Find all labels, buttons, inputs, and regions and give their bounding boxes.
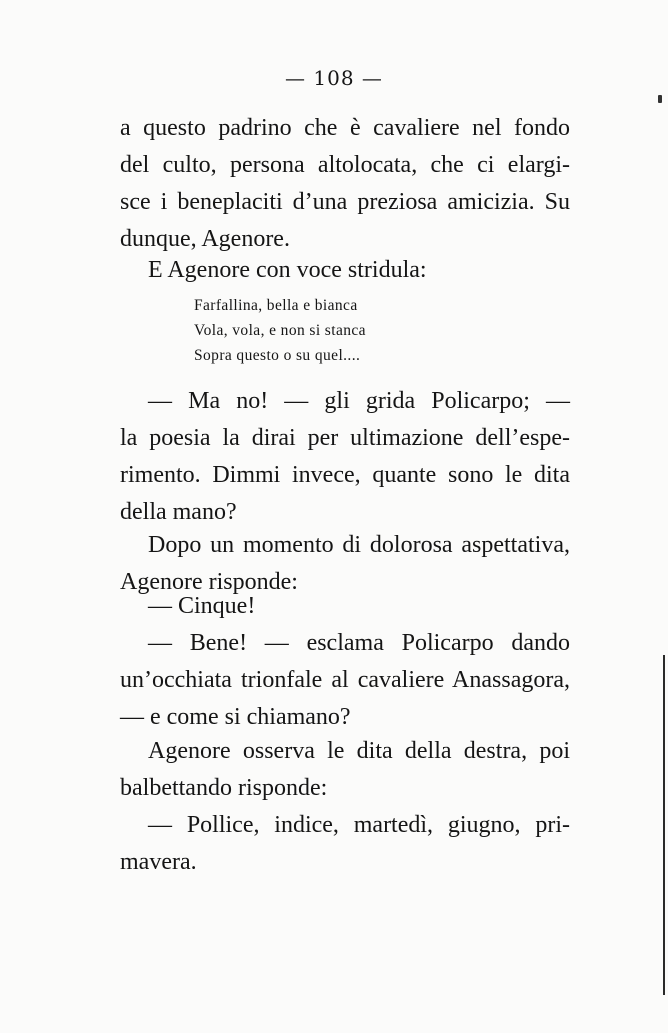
text-line: un’occhiata trionfale al cavaliere Anassagora, xyxy=(120,667,570,693)
text-line: — Pollice, indice, martedì, giugno, pri- xyxy=(148,812,570,838)
text-line: dunque, Agenore. xyxy=(120,226,290,252)
verse-block xyxy=(194,293,366,368)
text-line: — Ma no! — gli grida Policarpo; — xyxy=(148,388,570,414)
text-line: mavera. xyxy=(120,849,197,875)
paragraph-6 xyxy=(120,625,570,736)
verse-line: Farfallina, bella e bianca xyxy=(194,297,358,314)
paragraph-7 xyxy=(120,733,570,881)
paragraph-2 xyxy=(120,252,570,289)
text-line: — Bene! — esclama Policarpo dando xyxy=(148,630,570,656)
verse-line: Vola, vola, e non si stanca xyxy=(194,322,366,339)
text-line: Agenore risponde: xyxy=(120,569,298,595)
text-line: E Agenore con voce stridula: xyxy=(148,257,427,283)
text-line: balbettando risponde: xyxy=(120,775,328,801)
scan-edge-mark xyxy=(658,95,662,103)
page-number: — 108 — xyxy=(285,66,383,90)
text-line: del culto, persona altolocata, che ci elargi- xyxy=(120,152,570,178)
text-line: Agenore osserva le dita della destra, poi xyxy=(148,738,570,764)
text-line: — e come si chiamano? xyxy=(120,704,351,730)
verse-line: Sopra questo o su quel.... xyxy=(194,347,361,364)
text-line: rimento. Dimmi invece, quante sono le dita xyxy=(120,462,570,488)
text-line: — Cinque! xyxy=(148,593,256,619)
text-line: la poesia la dirai per ultimazione dell’espe- xyxy=(120,425,570,451)
paragraph-5 xyxy=(120,588,570,625)
text-line: della mano? xyxy=(120,499,237,525)
scan-edge-line xyxy=(663,655,665,995)
text-line: Dopo un momento di dolorosa aspettativa, xyxy=(148,532,570,558)
paragraph-3 xyxy=(120,383,570,531)
text-line: sce i beneplaciti d’una preziosa amicizia. Su xyxy=(120,189,570,215)
paragraph-1 xyxy=(120,110,570,258)
text-line: a questo padrino che è cavaliere nel fondo xyxy=(120,115,570,141)
